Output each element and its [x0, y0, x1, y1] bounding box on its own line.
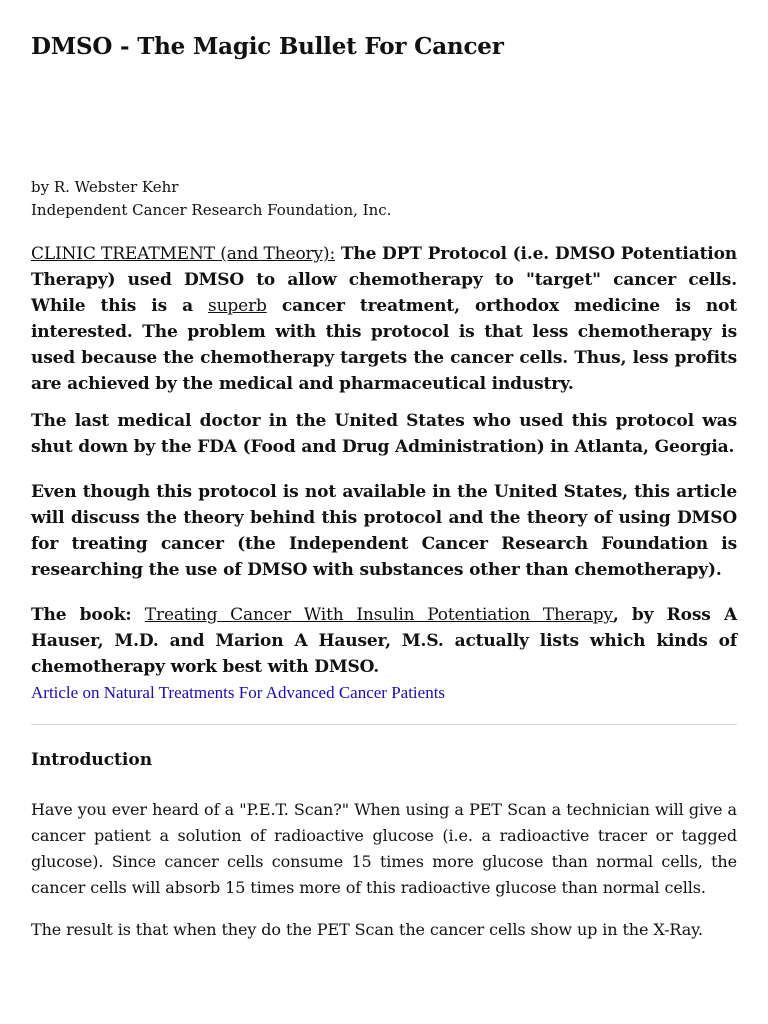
introduction-heading: Introduction: [31, 750, 153, 770]
book-title: Treating Cancer With Insulin Potentiation Therapy: [144, 605, 613, 625]
natural-treatments-link[interactable]: Article on Natural Treatments For Advanced Cancer Patients: [31, 683, 446, 702]
clinic-treatment-label: CLINIC TREATMENT (and Theory):: [31, 244, 336, 264]
book-lead: The book:: [31, 605, 145, 625]
protocol-theory-paragraph: Even though this protocol is not available in the United States, this article will discuss the theory behind this protocol and the theory of using DMSO for treating cancer (the Independent Cancer Research Foundation is researching the use of DMSO with substances other than chemotherapy).: [31, 482, 737, 580]
book-rest: , by Ross A Hauser, M.D. and Marion A Hauser, M.S. actually lists which kinds of chemotherapy work best with DMSO.: [31, 605, 737, 677]
clinic-treatment-paragraph: [31, 241, 737, 397]
page-title: DMSO - The Magic Bullet For Cancer: [31, 33, 504, 60]
section-divider: [31, 724, 737, 725]
clinic-treatment-text-b: cancer treatment, orthodox medicine is not interested. The problem with this protocol is that less chemotherapy is used because the chemotherapy targets the cancer cells. Thus, less profits are achieved by the medical and pharmaceutical industry.: [31, 296, 737, 394]
book-paragraph: [31, 602, 737, 680]
pet-scan-result-paragraph: The result is that when they do the PET Scan the cancer cells show up in the X-Ray.: [31, 920, 703, 939]
author-line: by R. Webster Kehr: [31, 178, 179, 196]
byline: [31, 176, 737, 222]
superb-emphasis: superb: [208, 296, 267, 316]
pet-scan-paragraph: Have you ever heard of a "P.E.T. Scan?" When using a PET Scan a technician will give a cancer patient a solution of radioactive glucose (i.e. a radioactive tracer or tagged glucose). Since cancer cells consume 15 times more glucose than normal cells, the cancer cells will absorb 15 times more of this radioactive glucose than normal cells.: [31, 800, 737, 897]
fda-paragraph: The last medical doctor in the United States who used this protocol was shut down by the FDA (Food and Drug Administration) in Atlanta, Georgia.: [31, 411, 737, 457]
organization-line: Independent Cancer Research Foundation, Inc.: [31, 201, 392, 219]
clinic-treatment-text-a: The DPT Protocol (i.e. DMSO Potentiation Therapy) used DMSO to allow chemotherapy to "target" cancer cells. While this is a: [31, 244, 737, 316]
